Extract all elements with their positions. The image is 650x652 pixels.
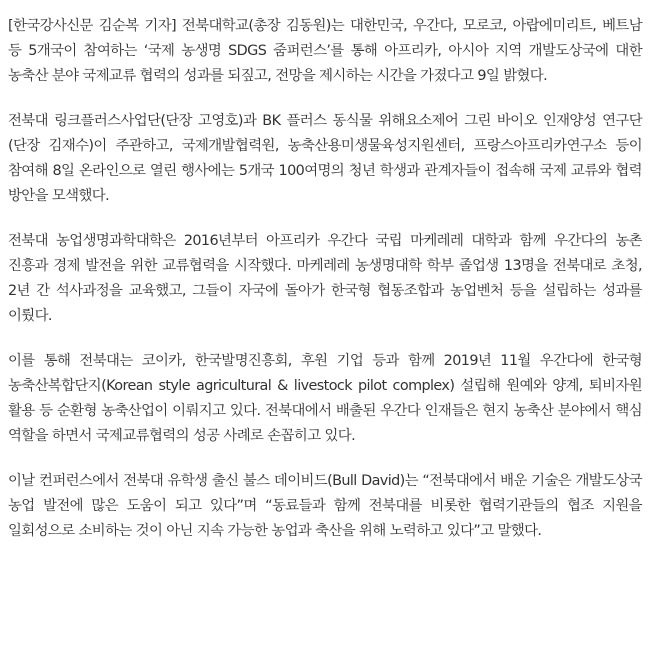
article-paragraph-5: 이날 컨퍼런스에서 전북대 유학생 출신 불스 데이비드(Bull David)는 “전북대에서 배운 기술은 개발도상국 농업 발전에 많은 도움이 되고 있다”며 “동료들과 함께 전북대를 비롯한 협력기관들의 협조 지원을 일회성으로 소비하는 것이 아닌 지속 가능한 농업과 축산을 위해 노력하고 있다”고 말했다. <box>8 473 642 539</box>
article-paragraph-4: 이를 통해 전북대는 코이카, 한국발명진흥회, 후원 기업 등과 함께 2019년 11월 우간다에 한국형 농축산복합단지(Korean style agricultural & livestock pilot complex) 설립해 원예와 양계, 퇴비자원 활용 등 순환형 농축산업이 이뤄지고 있다. 전북대에서 배출된 우간다 인재들은 현지 농축산 분야에서 핵심 역할을 하면서 국제교류협력의 성공 사례로 손꼽히고 있다. <box>8 353 642 444</box>
article-paragraph-2: 전북대 링크플러스사업단(단장 고영호)과 BK 플러스 동식물 위해요소제어 그린 바이오 인재양성 연구단(단장 김재수)이 주관하고, 국제개발협력원, 농축산용미생물육성지원센터, 프랑스아프리카연구소 등이 참여해 8일 온라인으로 열린 행사에는 5개국 100여명의 청년 학생과 관계자들이 접속해 국제 교류와 협력 방안을 모색했다. <box>8 113 642 204</box>
article-paragraph-3: 전북대 농업생명과학대학은 2016년부터 아프리카 우간다 국립 마케레레 대학과 함께 우간다의 농촌 진흥과 경제 발전을 위한 교류협력을 시작했다. 마케레레 농생명대학 학부 졸업생 13명을 전북대로 초청, 2년 간 석사과정을 교육했고, 그들이 자국에 돌아가 한국형 협동조합과 농업벤처 등을 설립하는 성과를 이뤘다. <box>8 233 642 324</box>
article-paragraph-1: [한국강사신문 김순복 기자] 전북대학교(총장 김동원)는 대한민국, 우간다, 모로코, 아랍에미리트, 베트남 등 5개국이 참여하는 ‘국제 농생명 SDGS 줌퍼런스’를 통해 아프리카, 아시아 지역 개발도상국에 대한 농축산 분야 국제교류 협력의 성과를 되짚고, 전망을 제시하는 시간을 가졌다고 9일 밝혔다. <box>8 18 642 84</box>
